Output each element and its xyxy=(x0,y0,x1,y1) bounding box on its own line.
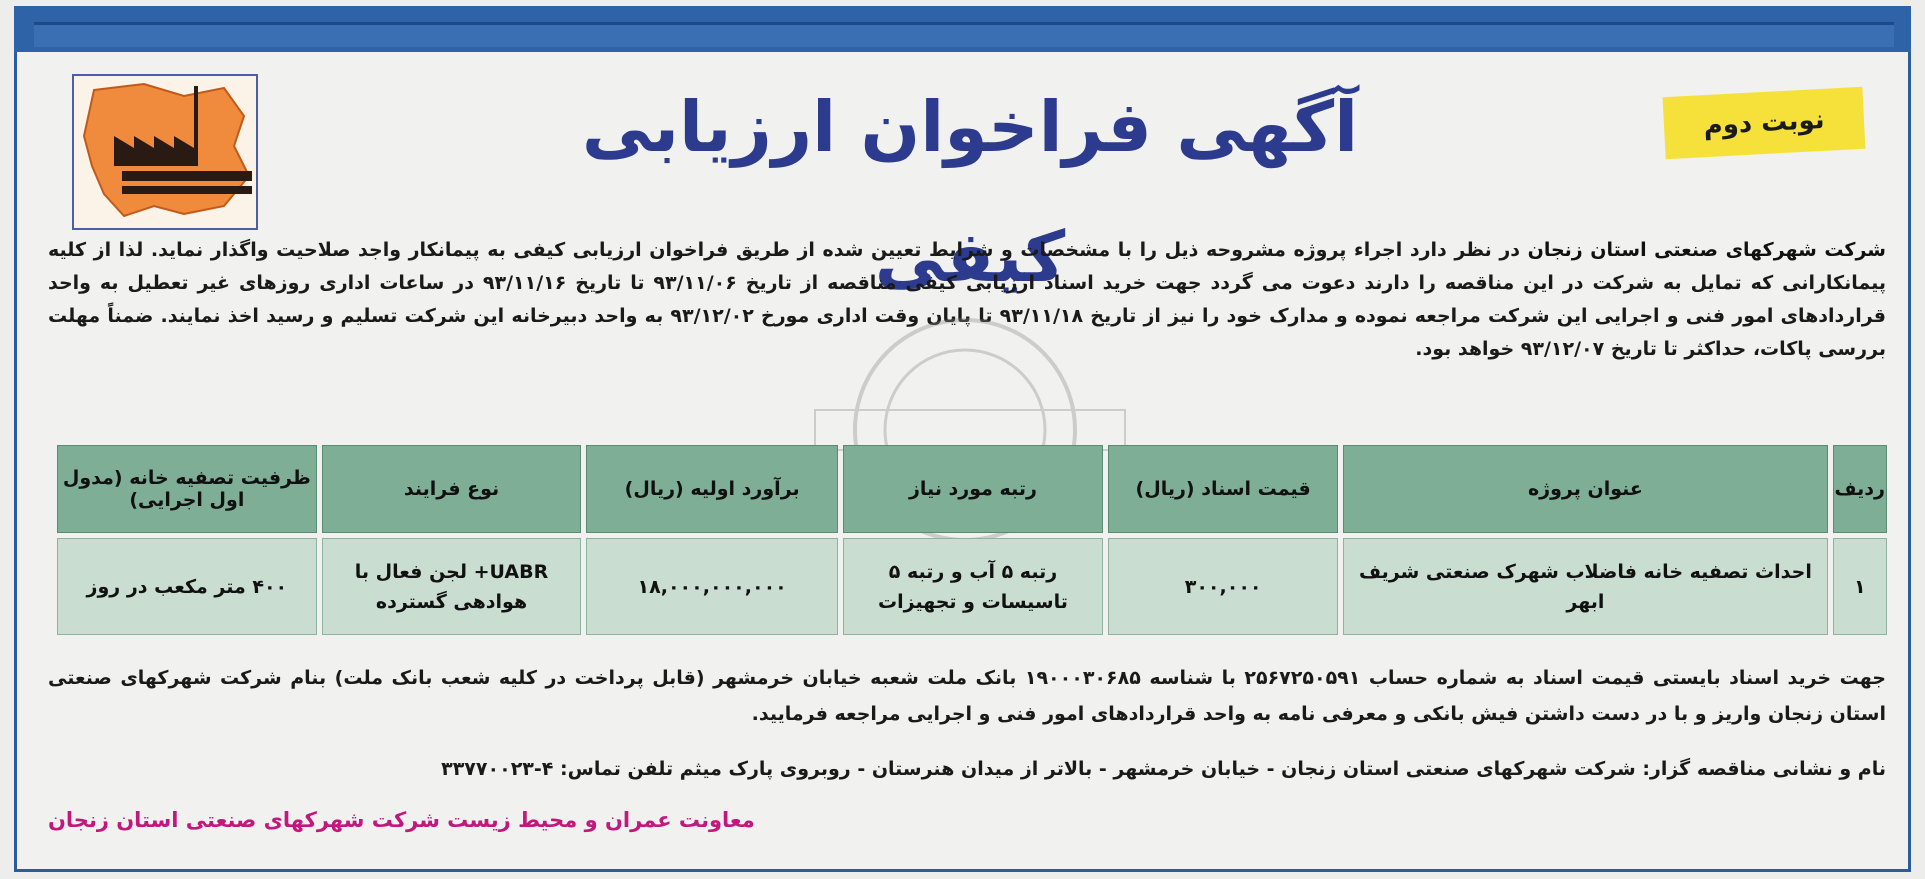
organization-name: شرکت شهرکهای صنعتی استان زنجان xyxy=(1527,239,1886,261)
cell-estimate: ۱۸,۰۰۰,۰۰۰,۰۰۰ xyxy=(586,538,838,635)
header-price: قیمت اسناد (ریال) xyxy=(1108,445,1338,533)
cell-no: ۱ xyxy=(1833,538,1887,635)
header-grade: رتبه مورد نیاز xyxy=(843,445,1103,533)
page-title: آگهی فراخوان ارزیابی کیفی xyxy=(581,86,1359,298)
address-label: نام و نشانی مناقصه گزار: xyxy=(1642,758,1886,780)
cell-title: احداث تصفیه خانه فاضلاب شهرک صنعتی شریف ابهر xyxy=(1343,538,1827,635)
address-paragraph xyxy=(48,752,1886,786)
projects-table xyxy=(52,440,1892,640)
table-header-row xyxy=(57,445,1887,533)
header-capacity: ظرفیت تصفیه خانه (مدول اول اجرایی) xyxy=(57,445,317,533)
table-row xyxy=(57,538,1887,635)
payment-paragraph: جهت خرید اسناد بایستی قیمت اسناد به شماره حساب ۲۵۶۷۲۵۰۵۹۱ با شناسه ۱۹۰۰۰۳۰۶۸۵ بانک ملت شعبه خیابان خرمشهر (قابل پرداخت در کلیه شعب بانک ملت) بنام شرکت شهرکهای صنعتی استان زنجان واریز و با در دست داشتن فیش بانکی و معرفی نامه به واحد قراردادهای امور فنی و اجرایی مراجعه فرمایید. xyxy=(48,667,1886,725)
header-estimate: برآورد اولیه (ریال) xyxy=(586,445,838,533)
footer-signature: معاونت عمران و محیط زیست شرکت شهرکهای صنعتی استان زنجان xyxy=(48,808,755,832)
industrial-towns-logo-icon xyxy=(72,74,258,230)
header-no: ردیف xyxy=(1833,445,1887,533)
edition-badge: نوبت دوم xyxy=(1663,87,1866,159)
header-process: نوع فرایند xyxy=(322,445,582,533)
address-text: شرکت شهرکهای صنعتی استان زنجان - خیابان خرمشهر - بالاتر از میدان هنرستان - روبروی پارک میثم تلفن تماس: ۴-۳۳۷۷۰۰۲۳ xyxy=(441,758,1643,780)
cell-price: ۳۰۰,۰۰۰ xyxy=(1108,538,1338,635)
top-bar-stripe xyxy=(34,22,1894,47)
cell-capacity: ۴۰۰ متر مکعب در روز xyxy=(57,538,317,635)
header-title: عنوان پروژه xyxy=(1343,445,1827,533)
intro-paragraph xyxy=(48,234,1886,366)
intro-text: در نظر دارد اجراء پروژه مشروحه ذیل را با مشخصات و شرایط تعیین شده از طریق فراخوان ارزیابی کیفی به پیمانکار واجد صلاحیت واگذار نماید. لذا از کلیه پیمانکارانی که تمایل به شرکت در این مناقصه را دارند دعوت می گردد جهت خرید اسناد ارزیابی کیفی مناقصه از تاریخ ۹۳/۱۱/۰۶ تا تاریخ ۹۳/۱۱/۱۶ در ساعات اداری روزهای غیر تعطیل به واحد قراردادهای امور فنی و اجرایی این شرکت مراجعه نموده و مدارک خود را نیز از تاریخ ۹۳/۱۱/۱۸ تا پایان وقت اداری مورخ ۹۳/۱۲/۰۲ به واحد دبیرخانه این شرکت تسلیم و رسید اخذ نمایند. ضمناً مهلت بررسی پاکات، حداکثر تا تاریخ ۹۳/۱۲/۰۷ خواهد بود. xyxy=(48,239,1887,360)
cell-grade: رتبه ۵ آب و رتبه ۵ تاسیسات و تجهیزات xyxy=(843,538,1103,635)
cell-process: UABR+ لجن فعال با هوادهی گسترده xyxy=(322,538,582,635)
